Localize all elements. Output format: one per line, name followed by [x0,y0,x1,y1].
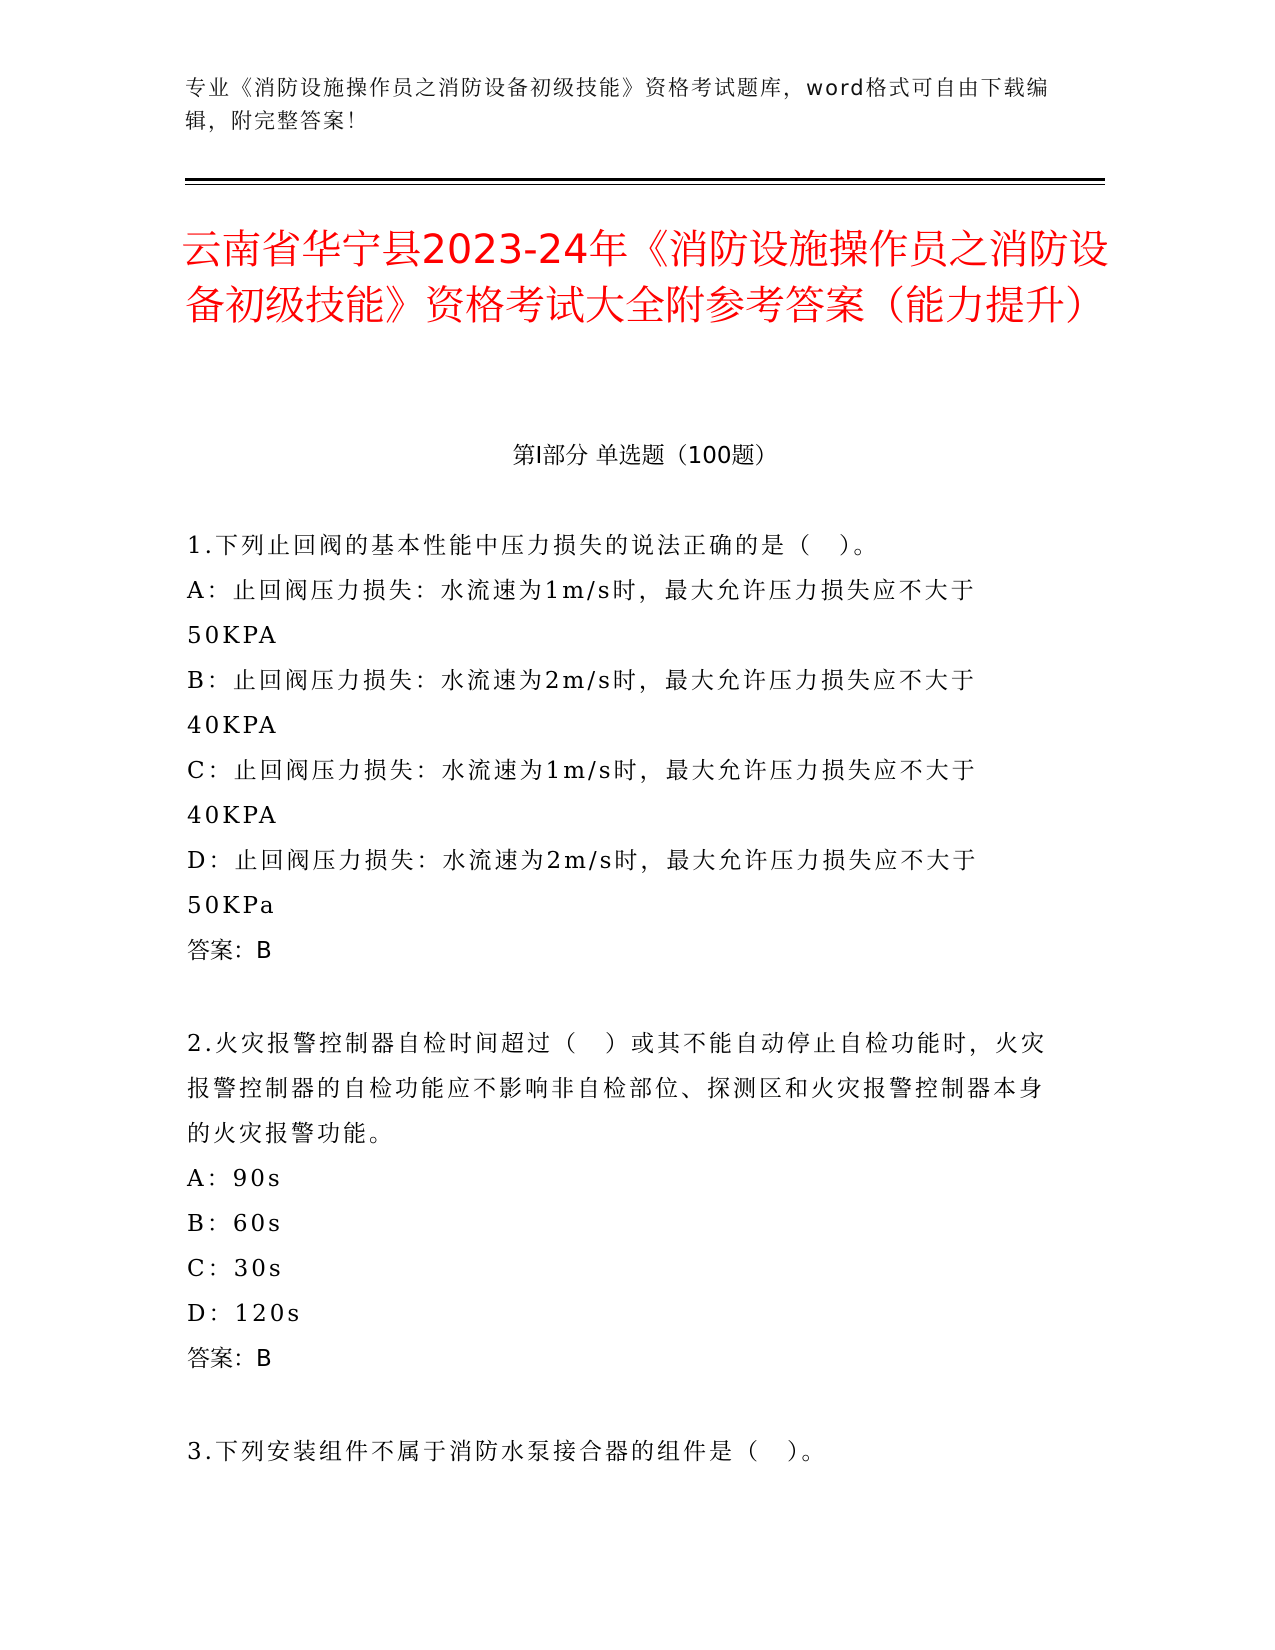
question-1 [187,524,1067,974]
question-stem: 2.火灾报警控制器自检时间超过（ ）或其不能自动停止自检功能时，火灾报警控制器的自检功能应不影响非自检部位、探测区和火灾报警控制器本身的火灾报警功能。 [187,1031,1047,1147]
option-b: B：止回阀压力损失：水流速为2m/s时，最大允许压力损失应不大于40KPA [187,668,977,739]
section-heading: 第Ⅰ部分 单选题（100题） [512,443,778,469]
answer: 答案：B [187,1346,272,1372]
option-a: A：90s [187,1166,283,1192]
question-list [187,524,1067,1523]
header-rule-thin [185,184,1105,185]
question-3 [187,1430,1067,1475]
option-c: C：30s [187,1256,284,1282]
document-title: 云南省华宁县2023-24年《消防设施操作员之消防设备初级技能》资格考试大全附参考答案（能力提升） [181,227,1109,329]
header-note: 专业《消防设施操作员之消防设备初级技能》资格考试题库，word格式可自由下载编辑，附完整答案！ [185,76,1050,133]
option-d: D：120s [187,1301,303,1327]
answer: 答案：B [187,938,272,964]
option-b: B：60s [187,1211,283,1237]
option-c: C：止回阀压力损失：水流速为1m/s时，最大允许压力损失应不大于40KPA [187,758,978,829]
option-d: D：止回阀压力损失：水流速为2m/s时，最大允许压力损失应不大于50KPa [187,848,979,919]
question-stem: 3.下列安装组件不属于消防水泵接合器的组件是（ ）。 [187,1439,828,1465]
question-stem: 1.下列止回阀的基本性能中压力损失的说法正确的是（ ）。 [187,533,880,559]
header-rule-thick [185,178,1105,181]
option-a: A：止回阀压力损失：水流速为1m/s时，最大允许压力损失应不大于50KPA [187,578,977,649]
question-2 [187,1022,1067,1382]
